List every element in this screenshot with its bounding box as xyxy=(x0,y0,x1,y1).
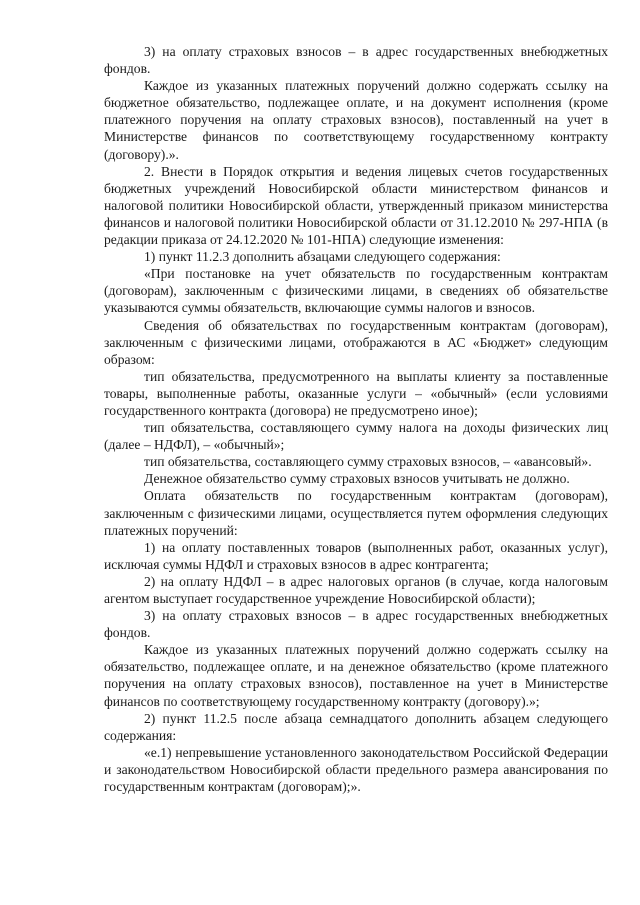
paragraph-2: Каждое из указанных платежных поручений должно содержать ссылку на бюджетное обязательство, подлежащее оплате, и на документ исполнения (кроме платежного поручения на оплату страховых взносов), поставленный на учет в Министерстве финансов по соответствующему государственному контракту (договору).». xyxy=(104,78,608,162)
paragraph-1: 3) на оплату страховых взносов – в адрес государственных внебюджетных фондов. xyxy=(104,44,608,77)
paragraph-8: тип обязательства, составляющего сумму налога на доходы физических лиц (далее – НДФЛ), – «обычный»; xyxy=(104,420,608,453)
paragraph-6: Сведения об обязательствах по государственным контрактам (договорам), заключенным с физическими лицами, отображаются в АС «Бюджет» следующим образом: xyxy=(104,317,608,367)
paragraph-4: 1) пункт 11.2.3 дополнить абзацами следующего содержания: xyxy=(144,249,501,265)
paragraph-10: Денежное обязательство сумму страховых взносов учитывать не должно. xyxy=(144,471,570,487)
paragraph-3: 2. Внести в Порядок открытия и ведения лицевых счетов государственных бюджетных учреждений Новосибирской области министерством финансов и налоговой политики Новосибирской области, утвержденный приказом министерства финансов и налоговой политики Новосибирской области от 31.12.2010 № 297-НПА (в редакции приказа от 24.12.2020 № 101-НПА) следующие изменения: xyxy=(104,163,608,248)
paragraph-13: 2) на оплату НДФЛ – в адрес налоговых органов (в случае, когда налоговым агентом выступает государственное учреждение Новосибирской области); xyxy=(104,573,608,606)
document-body xyxy=(104,43,608,795)
paragraph-11: Оплата обязательств по государственным контрактам (договорам), заключенным с физическими лицами, осуществляется путем оформления следующих платежных поручений: xyxy=(104,488,608,538)
paragraph-9: тип обязательства, составляющего сумму страховых взносов, – «авансовый». xyxy=(144,454,592,470)
paragraph-15: Каждое из указанных платежных поручений должно содержать ссылку на обязательство, подлежащее оплате, и на денежное обязательство (кроме платежного поручения на оплату страховых взносов), поставленное на учет в Министерстве финансов по соответствующему государственному контракту (договору).»; xyxy=(104,642,608,709)
paragraph-12: 1) на оплату поставленных товаров (выполненных работ, оказанных услуг), исключая суммы НДФЛ и страховых взносов в адрес контрагента; xyxy=(104,539,608,572)
paragraph-16: 2) пункт 11.2.5 после абзаца семнадцатого дополнить абзацем следующего содержания: xyxy=(104,710,608,743)
paragraph-7: тип обязательства, предусмотренного на выплаты клиенту за поставленные товары, выполненные работы, оказанные услуги – «обычный» (если условиями государственного контракта (договора) не предусмотрено иное); xyxy=(104,368,608,418)
paragraph-14: 3) на оплату страховых взносов – в адрес государственных внебюджетных фондов. xyxy=(104,608,608,641)
paragraph-17: «е.1) непревышение установленного законодательством Российской Федерации и законодательством Новосибирской области предельного размера авансирования по государственным контрактам (договорам);». xyxy=(104,744,608,795)
paragraph-5: «При постановке на учет обязательств по государственным контрактам (договорам), заключенным с физическими лицами, в сведениях об обязательстве указываются суммы обязательств, включающие суммы налогов и взносов. xyxy=(104,266,608,316)
